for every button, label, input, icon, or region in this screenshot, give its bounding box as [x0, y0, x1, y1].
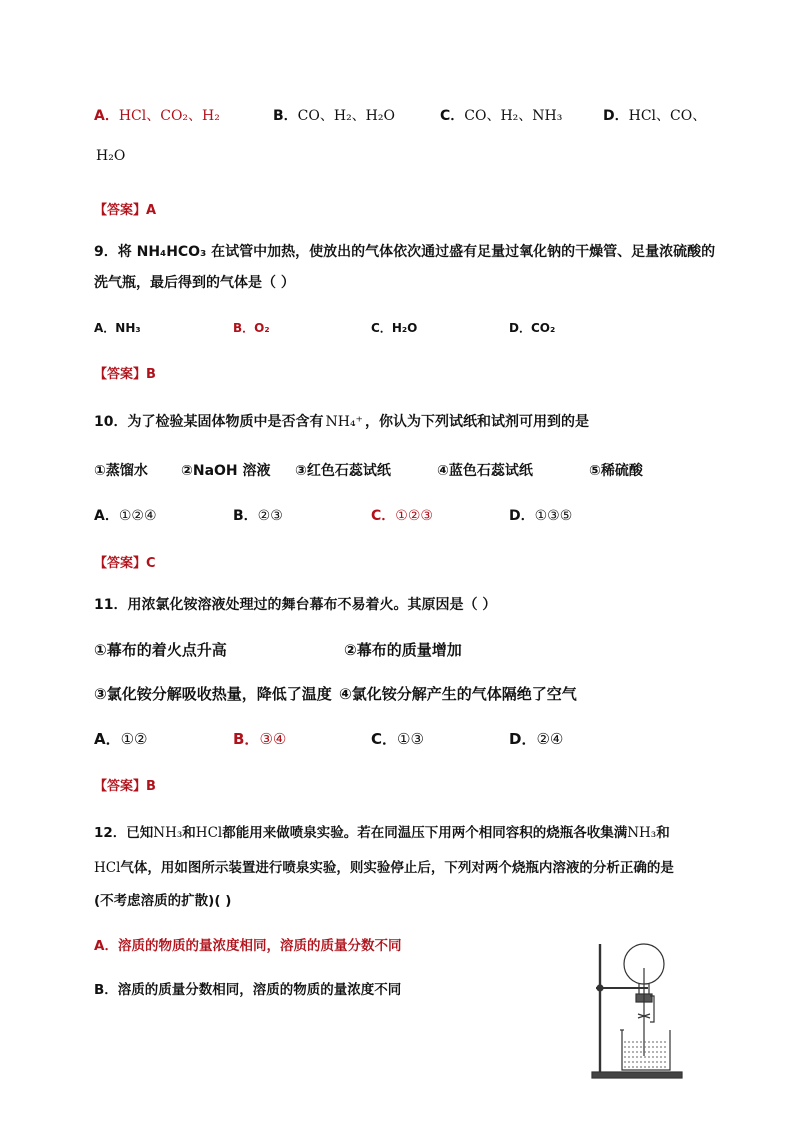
clamp-boss	[597, 985, 603, 991]
beaker	[622, 1030, 670, 1070]
answer-label: 【答案】	[94, 203, 147, 218]
q8-option-c-content: CO、H₂、NH₃	[464, 108, 563, 124]
q10-ion: NH₄⁺	[325, 414, 363, 430]
q10-option-a: A．①②④	[94, 508, 157, 524]
q11-number: 11．	[94, 597, 128, 613]
q8-option-b-content: CO、H₂、H₂O	[297, 108, 395, 124]
q11-reason-3: ③氯化铵分解吸收热量，降低了温度	[94, 685, 332, 703]
q9-stem-line2: 洗气瓶，最后得到的气体是（ ）	[94, 275, 295, 291]
q12-stem-line3: (不考虑溶质的扩散)( )	[94, 893, 232, 909]
q10-reagent-2: ②NaOH 溶液	[181, 463, 271, 479]
q9-option-a: A．NH₃	[94, 321, 141, 335]
q8-option-c-letter: C．	[440, 108, 465, 124]
q11-reason-4: ④氯化铵分解产生的气体隔绝了空气	[339, 685, 577, 703]
q12-stem-line1: 12．已知NH₃和HCl都能用来做喷泉实验。若在同温压下用两个相同容积的烧瓶各收集满NH₃和	[94, 825, 670, 841]
q11-reason-2: ②幕布的质量增加	[344, 641, 462, 659]
q9-answer: 【答案】B	[94, 367, 156, 382]
q9-option-d: D．CO₂	[509, 321, 556, 335]
q8-option-b-letter: B．	[273, 108, 298, 124]
q9-number: 9．	[94, 244, 118, 260]
q8-option-a-content: HCl、CO₂、H₂	[118, 108, 220, 124]
q10-answer: 【答案】C	[94, 556, 156, 571]
q11-option-a: A．①②	[94, 730, 148, 748]
q10-reagent-4: ④蓝色石蕊试纸	[437, 463, 533, 479]
fountain-apparatus-figure	[586, 938, 696, 1083]
q10-number: 10．	[94, 414, 128, 430]
q10-reagent-3: ③红色石蕊试纸	[295, 463, 391, 479]
q11-option-d: D．②④	[509, 730, 564, 748]
q10-option-d: D．①③⑤	[509, 508, 573, 524]
q9-option-c: C．H₂O	[371, 321, 418, 335]
q9-option-b: B．O₂	[233, 321, 270, 335]
q12-option-b: B．溶质的质量分数相同，溶质的物质的量浓度不同	[94, 982, 402, 998]
q12-number: 12．	[94, 825, 127, 841]
q8-option-a-letter: A．	[94, 108, 119, 124]
q10-reagent-5: ⑤稀硫酸	[589, 463, 643, 479]
q10-option-b: B．②③	[233, 508, 283, 524]
q8-answer	[94, 199, 156, 218]
answer-value: A	[146, 203, 157, 218]
q11-stem: 11．用浓氯化铵溶液处理过的舞台幕布不易着火。其原因是（ ）	[94, 597, 497, 613]
q11-reason-1: ①幕布的着火点升高	[94, 641, 227, 659]
q8-option-d-wrap: H₂O	[96, 148, 126, 164]
q11-answer: 【答案】B	[94, 779, 156, 794]
q9-stem-line1: 9．将 NH₄HCO₃ 在试管中加热，使放出的气体依次通过盛有足量过氧化钠的干燥管、足量浓硫酸的	[94, 244, 716, 260]
q12-stem-line2: HCl气体，用如图所示装置进行喷泉实验，则实验停止后，下列对两个烧瓶内溶液的分析正确的是	[94, 860, 674, 876]
q10-stem: 10．为了检验某固体物质中是否含有 NH₄⁺ ，你认为下列试纸和试剂可用到的是	[94, 414, 589, 430]
q11-option-c: C．①③	[371, 730, 424, 748]
q10-reagent-1: ①蒸馏水	[94, 463, 148, 479]
q8-option-d-content: HCl、CO、	[628, 108, 707, 124]
q11-option-b: B．③④	[233, 730, 287, 748]
q8-option-d-letter: D．	[603, 108, 629, 124]
beaker-water	[624, 1042, 668, 1067]
q12-option-a: A．溶质的物质的量浓度相同，溶质的质量分数不同	[94, 938, 402, 954]
q10-option-c: C．①②③	[371, 508, 433, 524]
stand-base	[592, 1072, 682, 1078]
